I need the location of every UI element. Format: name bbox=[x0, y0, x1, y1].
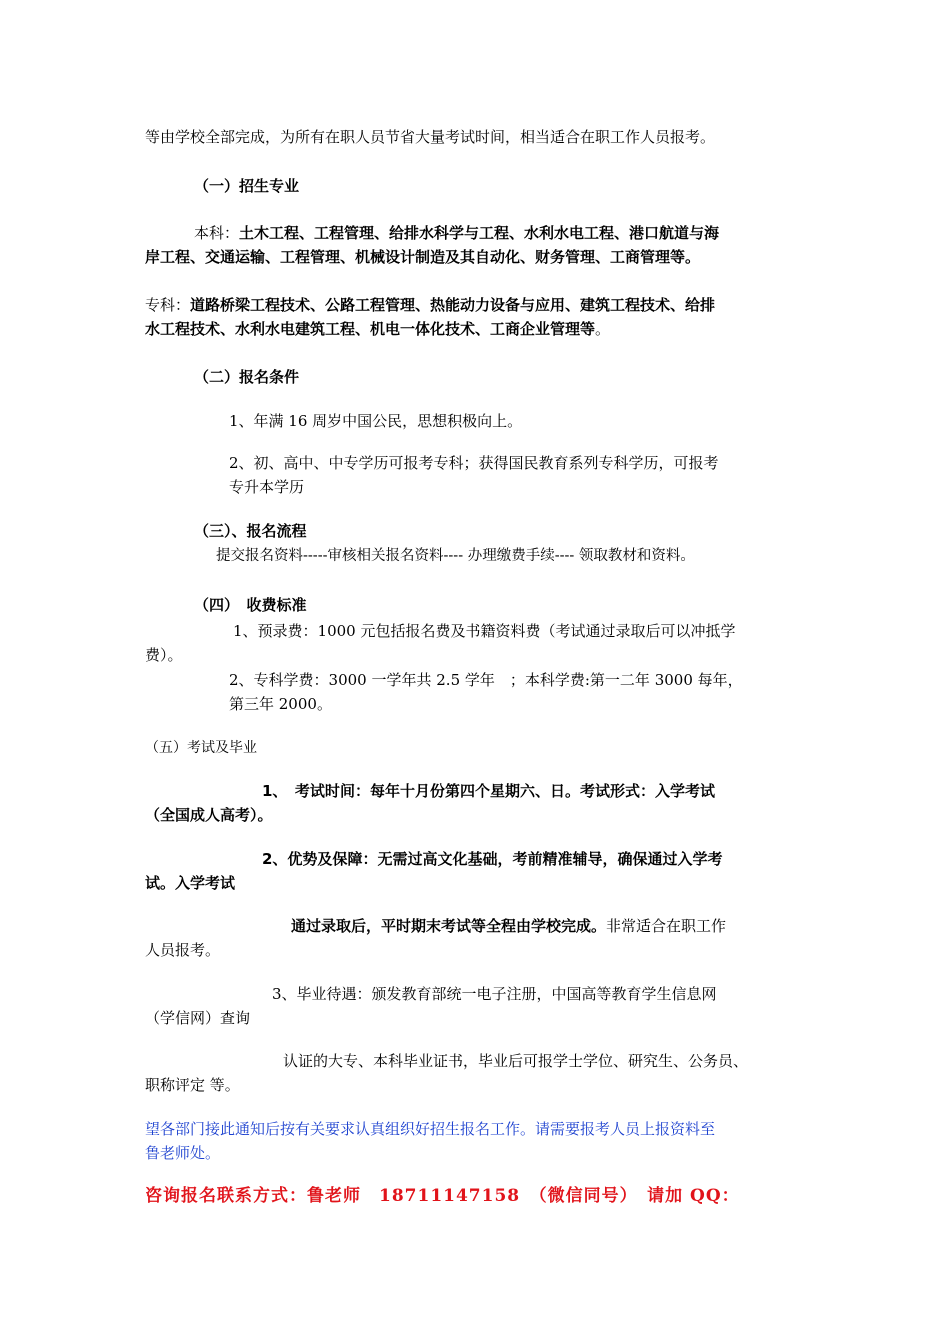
intro-line: 等由学校全部完成，为所有在职人员节省大量考试时间，相当适合在职工作人员报考。 bbox=[145, 128, 716, 146]
fee-item-1-line-2: 费）。 bbox=[145, 646, 183, 664]
exam-item-1-line-2: （全国成人高考）。 bbox=[145, 806, 273, 824]
fee-item-2-line-1: 2、专科学费：3000 一学年共 2.5 学年 ；本科学费:第一二年 3000 每年， bbox=[229, 671, 743, 689]
section-heading-process: （三）、报名流程 bbox=[194, 522, 307, 540]
section-heading-exam: （五）考试及毕业 bbox=[145, 740, 257, 756]
zhuanke-majors-2: 水工程技术、水利水电建筑工程、机电一体化技术、工商企业管理等 bbox=[145, 320, 596, 338]
condition-item-2-line-1: 2、初、高中、中专学历可报考专科；获得国民教育系列专科学历，可报考 bbox=[229, 454, 719, 472]
benke-label: 本科： bbox=[194, 224, 240, 242]
section-heading-majors: （一）招生专业 bbox=[194, 177, 300, 195]
exam-item-2-normal: 非常适合在职工作 bbox=[606, 917, 727, 935]
zhuanke-line-2 bbox=[145, 318, 610, 340]
exam-item-2-line-1: 2、优势及保障：无需过高文化基础，考前精准辅导，确保通过入学考 bbox=[262, 850, 723, 868]
exam-item-2-line-4: 人员报考。 bbox=[145, 941, 221, 959]
zhuanke-label: 专科： bbox=[145, 296, 191, 314]
fee-item-1-line-1: 1、预录费：1000 元包括报名费及书籍资料费（考试通过录取后可以冲抵学 bbox=[233, 622, 736, 640]
zhuanke-end: 。 bbox=[595, 320, 611, 338]
benke-line-1 bbox=[194, 222, 719, 244]
exam-item-3-line-1: 3、毕业待遇：颁发教育部统一电子注册，中国高等教育学生信息网 bbox=[272, 985, 717, 1003]
condition-item-1: 1、年满 16 周岁中国公民，思想积极向上。 bbox=[229, 412, 523, 430]
fee-item-2-line-2: 第三年 2000。 bbox=[229, 695, 332, 713]
section-heading-conditions: （二）报名条件 bbox=[194, 368, 300, 386]
zhuanke-line-1 bbox=[145, 294, 715, 316]
benke-majors-2: 岸工程、交通运输、工程管理、机械设计制造及其自动化、财务管理、工商管理等。 bbox=[145, 248, 701, 266]
notice-line-2: 鲁老师处。 bbox=[145, 1144, 221, 1162]
exam-item-2-line-2: 试。入学考试 bbox=[145, 874, 236, 892]
zhuanke-majors-1: 道路桥梁工程技术、公路工程管理、热能动力设备与应用、建筑工程技术、给排 bbox=[190, 296, 716, 314]
exam-item-3-line-2: （学信网）查询 bbox=[145, 1009, 251, 1027]
benke-majors-1: 土木工程、工程管理、给排水科学与工程、水利水电工程、港口航道与海 bbox=[239, 224, 720, 242]
section-heading-fees: （四） 收费标准 bbox=[194, 596, 307, 614]
exam-item-2-bold: 通过录取后，平时期末考试等全程由学校完成。 bbox=[291, 917, 607, 935]
exam-item-3-line-3: 认证的大专、本科毕业证书，毕业后可报学士学位、研究生、公务员、 bbox=[283, 1052, 749, 1070]
exam-item-2-line-3 bbox=[291, 915, 726, 937]
notice-line-1: 望各部门接此通知后按有关要求认真组织好招生报名工作。请需要报考人员上报资料至 bbox=[145, 1120, 716, 1138]
contact-line: 咨询报名联系方式：鲁老师 18711147158 （微信同号） 请加 QQ： bbox=[145, 1186, 740, 1206]
exam-item-1-line-1: 1、 考试时间：每年十月份第四个星期六、日。考试形式：入学考试 bbox=[262, 782, 715, 800]
condition-item-2-line-2: 专升本学历 bbox=[229, 478, 305, 496]
exam-item-3-line-4: 职称评定 等。 bbox=[145, 1076, 240, 1094]
process-flow: 提交报名资料-----审核相关报名资料---- 办理缴费手续---- 领取教材和资料。 bbox=[216, 548, 695, 564]
